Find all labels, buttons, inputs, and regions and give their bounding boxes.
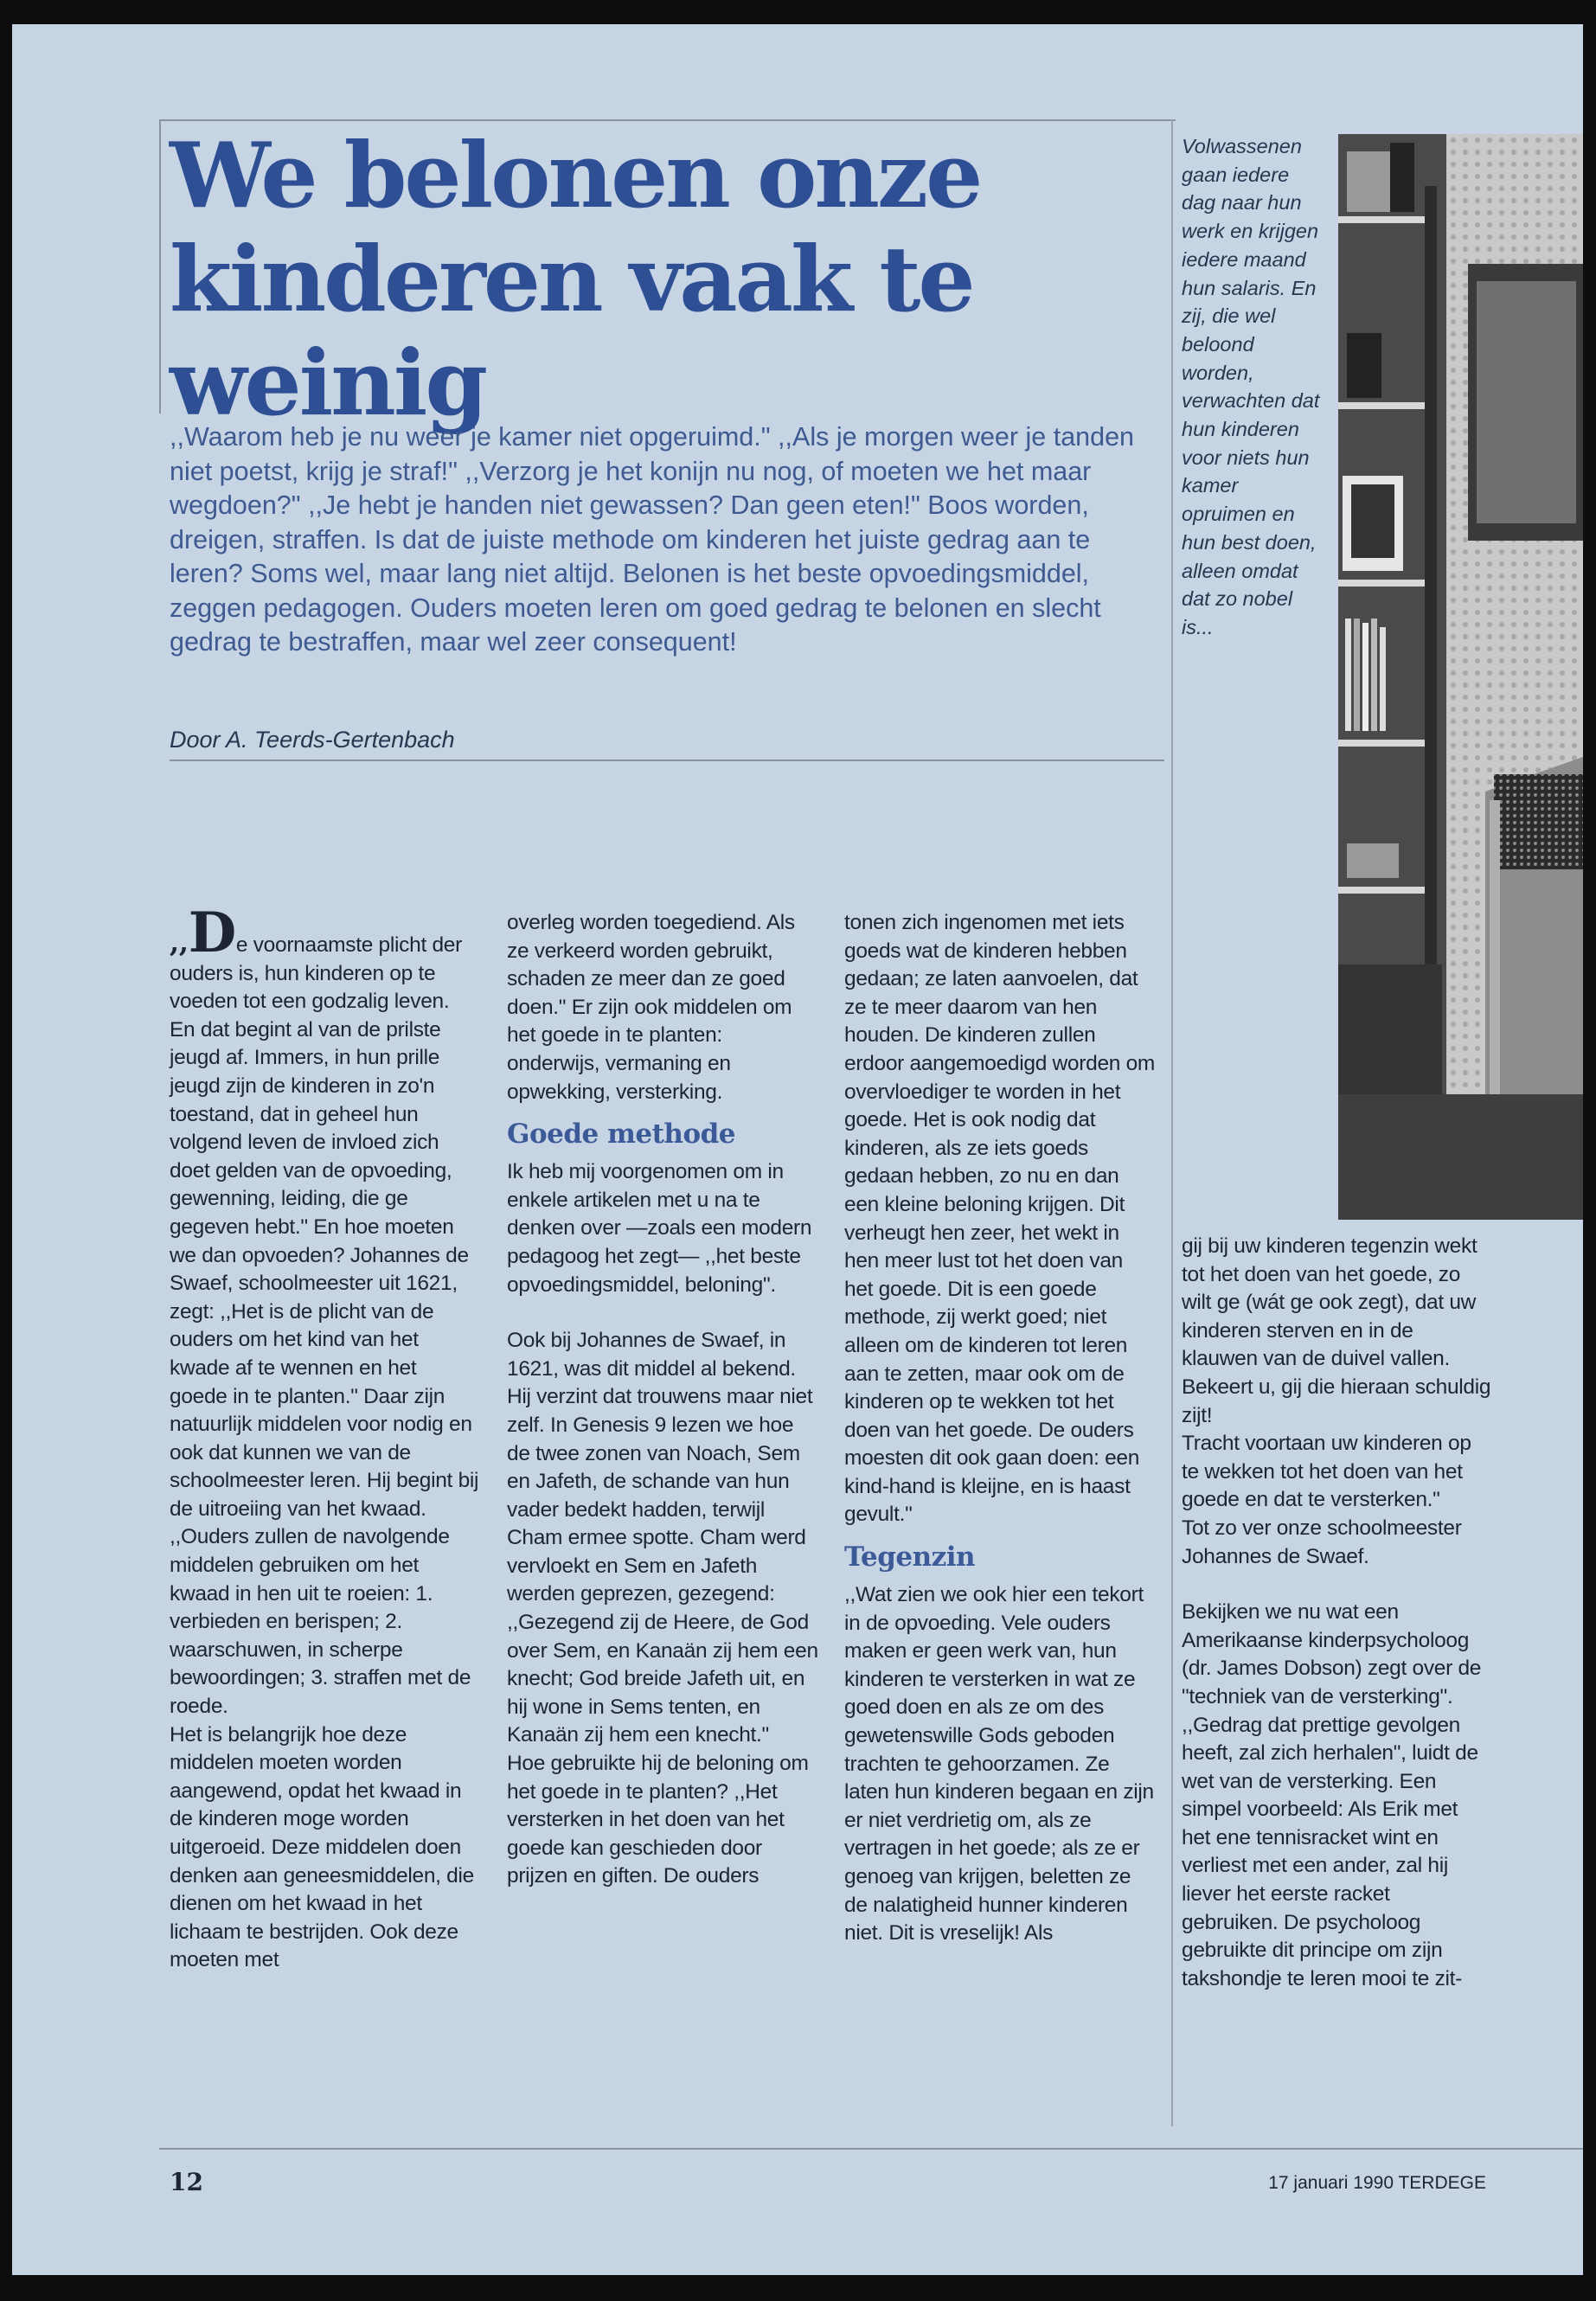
article-column-3 (844, 909, 1156, 1948)
byline-rule (170, 760, 1164, 761)
subheading-goede-methode: Goede methode (507, 1118, 736, 1150)
article-byline: Door A. Teerds-Gertenbach (170, 727, 455, 753)
article-paragraph: Hoe gebruikte hij de beloning om het goede in te planten? ,,Het versterken in het doen van het goede kan geschieden door prijzen en giften. De ouders (507, 1752, 809, 1888)
article-column-2 (507, 909, 818, 1891)
article-paragraph (170, 901, 479, 1721)
article-column-4 (1182, 1233, 1491, 1993)
dropcap-letter: D (188, 901, 236, 965)
publication-date: 17 januari 1990 TERDEGE (1268, 2173, 1486, 2193)
column-divider-rule (1171, 119, 1173, 2126)
article-paragraph: tonen zich ingenomen met iets goeds wat de kinderen hebben gedaan; ze laten aanvoelen, dat ze te meer daarom van hen houden. De kinderen zullen erdoor aangemoedigd worden om overvloediger te worden in het goede. Het is ook nodig dat kinderen, als ze iets goeds gedaan hebben, zo nu en dan een kleine beloning krijgen. Dit verheugt hen zeer, het wekt in hen meer lust tot het doen van het goede. Dit is een goede methode, zij werkt goed; niet alleen om de kinderen tot leren aan te zetten, maar ook om de kinderen op te wekken tot het doen van het goede. De ouders moesten dit ook gaan doen: een kind-hand is kleijne, en is haast gevult." (844, 911, 1156, 1527)
article-paragraph: Tot zo ver onze schoolmeester Johannes de Swaef. (1182, 1516, 1462, 1568)
photo-illustration (1338, 134, 1583, 1220)
article-paragraph: ,,Wat zien we ook hier een tekort in de opvoeding. Vele ouders maken er geen werk van, hun kinderen te versterken in wat ze goed doen en als ze om des gewetenswille Gods geboden trachten te gehoorzamen. Ze laten hun kinderen begaan en zijn er niet verdrietig om, als ze vertragen in het goede; als ze er genoeg van krijgen, beletten ze de nalatigheid hunner kinderen niet. Dit is vreselijk! Als (844, 1583, 1154, 1945)
article-paragraph: Ik heb mij voorgenomen om in enkele artikelen met u na te denken over —zoals een modern pedagoog het zegt— ,,het beste opvoedingsmiddel, beloning". (507, 1160, 812, 1297)
photo-caption: Volwassenen gaan iedere dag naar hun werk en krijgen iedere maand hun salaris. En zij, die wel beloond worden, verwachten dat hun kinderen voor niets hun kamer opruimen en hun best doen, alleen omdat dat zo nobel is... (1182, 135, 1320, 638)
page-number: 12 (170, 2168, 203, 2196)
article-column-1 (170, 901, 479, 1975)
magazine-page (12, 24, 1583, 2275)
title-box-left-rule (159, 119, 161, 413)
title-box-top-rule (159, 119, 1176, 121)
footer-rule (159, 2148, 1583, 2150)
paragraph-gap (1182, 1571, 1491, 1599)
article-paragraph: Bekijken we nu wat een Amerikaanse kinderpsycholoog (dr. James Dobson) zegt over de "techniek van de versterking". ,,Gedrag dat prettige gevolgen heeft, zal zich herhalen", luidt de wet van de versterking. Een simpel voorbeeld: Als Erik met het ene tennisracket wint en verliest met een ander, zal hij liever het eerste racket gebruiken. De psycholoog gebruikte dit principe om zijn takshondje te leren mooi te zit- (1182, 1600, 1482, 1990)
article-paragraph: Tracht voortaan uw kinderen op te wekken tot het doen van het goede en dat te versterken." (1182, 1432, 1471, 1512)
paragraph-text: e voornaamste plicht der ouders is, hun kinderen op te voeden tot een godzalig leven. En dat begint al van de prilste jeugd af. Immers, in hun prille jeugd zijn de kinderen in zo'n toestand, dat in geheel hun volgend leven de invloed zich doet gelden van de opvoeding, gewenning, leiding, die ge gegeven hebt." En hoe moeten we dan opvoeden? Johannes de Swaef, schoolmeester uit 1621, zegt: ,,Het is de plicht van de ouders om het kind van het kwade af te wennen en het goede in te planten." Daar zijn natuurlijk middelen voor nodig en ook dat kunnen we van de schoolmeester leren. Hij begint bij de uitroeiing van het kwaad. ,,Ouders zullen de navolgende middelen gebruiken om het kwaad in hen uit te roeien: 1. verbieden en berispen; 2. waarschuwen, in scherpe bewoordingen; 3. straffen met de roede. (170, 933, 479, 1719)
article-paragraph: Het is belangrijk hoe deze middelen moeten worden aangewend, opdat het kwaad in de kinderen moge worden uitgeroeid. Deze middelen doen denken aan geneesmiddelen, die dienen om het kwaad in het lichaam te bestrijden. Ook deze moeten met (170, 1722, 474, 1972)
article-paragraph: gij bij uw kinderen tegenzin wekt tot het doen van het goede, zo wilt ge (wát ge ook zegt), dat uw kinderen sterven en in de klauwen van de duivel vallen. Bekeert u, gij die hieraan schuldig zijt! (1182, 1234, 1491, 1427)
dropcap-quote: ,, (170, 926, 189, 958)
article-title: We belonen onze kinderen vaak te weinig (170, 122, 981, 436)
article-paragraph: Ook bij Johannes de Swaef, in 1621, was dit middel al bekend. Hij verzint dat trouwens maar niet zelf. In Genesis 9 lezen we hoe de twee zonen van Noach, Sem en Jafeth, de schande van hun vader bedekt hadden, terwijl Cham ermee spotte. Cham werd vervloekt en Sem en Jafeth werden geprezen, gezegend: ,,Gezegend zij de Heere, de God over Sem, en Kanaän zij hem een knecht; God breide Jafeth uit, en hij wone in Sems tenten, en Kanaän zij hem een knecht." (507, 1329, 818, 1747)
article-intro: ,,Waarom heb je nu weer je kamer niet opgeruimd." ,,Als je morgen weer je tanden niet poetst, krijg je straf!" ,,Verzorg je het konijn nu nog, of moeten we het maar wegdoen?" ,,Je hebt je handen niet gewassen? Dan geen eten!" Boos worden, dreigen, straffen. Is dat de juiste methode om kinderen het juiste gedrag aan te leren? Soms wel, maar lang niet altijd. Belonen is het beste opvoedingsmiddel, zeggen pedagogen. Ouders moeten leren om goed gedrag te belonen en slecht gedrag te bestraffen, maar wel zeer consequent! (170, 422, 1135, 657)
paragraph-gap (507, 1299, 818, 1327)
subheading-tegenzin: Tegenzin (844, 1541, 976, 1574)
article-paragraph: overleg worden toegediend. Als ze verkeerd worden gebruikt, schaden ze meer dan ze goed doen." Er zijn ook middelen om het goede in te planten: onderwijs, vermaning en opwekking, versterking. (507, 911, 795, 1104)
photo-bedroom (1338, 134, 1583, 1220)
